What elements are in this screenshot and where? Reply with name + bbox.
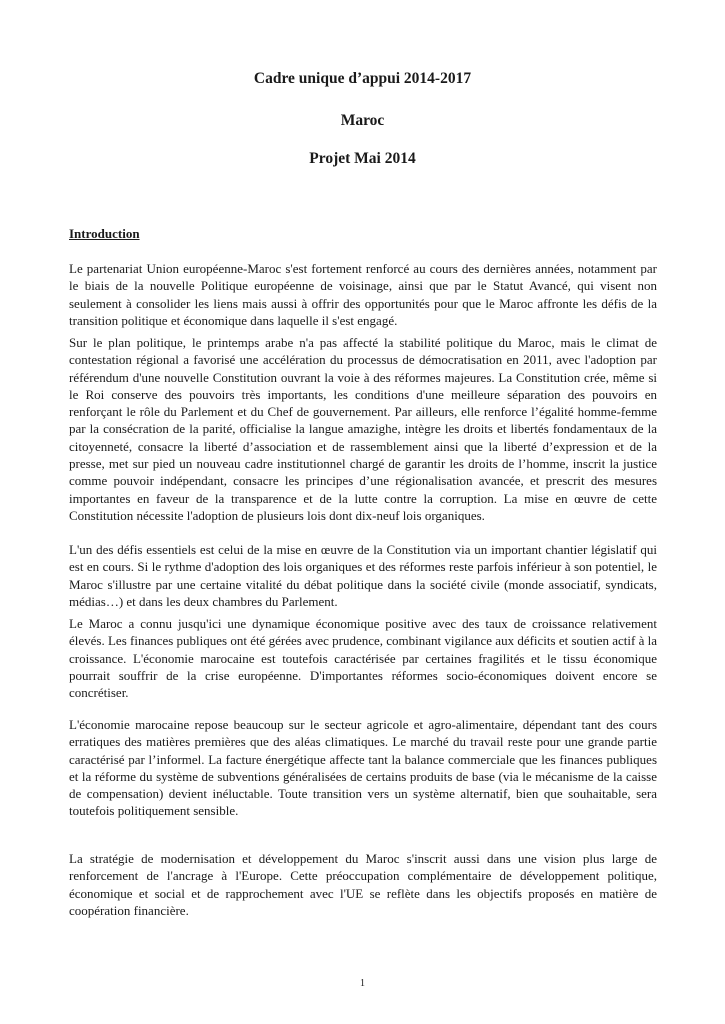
section-heading-introduction: Introduction — [69, 226, 140, 241]
paragraph: L'un des défis essentiels est celui de la mise en œuvre de la Constitution via un important chantier législatif qui est en cours. Si le rythme d'adoption des lois organiques et des réformes reste parfois inférieur à son potentiel, le Maroc s'illustre par une certaine vitalité du débat politique dans la société civile (monde associatif, syndicats, médias…) et dans les deux chambres du Parlement. — [69, 542, 657, 609]
paragraph: Sur le plan politique, le printemps arabe n'a pas affecté la stabilité politique du Maroc, mais le climat de contestation régional a favorisé une accélération du processus de démocratisation en 2011, avec l'adoption par référendum d'une nouvelle Constitution ouvrant la voie à des réformes majeures. La Constitution crée, même si le Roi conserve des pouvoirs très importants, les conditions d'une meilleure séparation des pouvoirs en renforçant le rôle du Parlement et du Chef de gouvernement. Par ailleurs, elle renforce l’égalité homme-femme par la consécration de la parité, officialise la langue amazighe, intègre les droits et libertés fondamentaux de la citoyenneté, consacre la liberté d’association et de rassemblement ainsi que la liberté d’expression et de la presse, met sur pied un nouveau cadre institutionnel chargé de garantir les droits de l’homme, inscrit la justice comme pouvoir indépendant, consacre les principes d’une régionalisation avancée, et prescrit des mesures importantes en faveur de la transparence et de la lutte contre la corruption. La mise en œuvre de cette Constitution nécessite l'adoption de plusieurs lois dont dix-neuf lois organiques. — [69, 335, 657, 523]
page-number: 1 — [360, 978, 365, 989]
document-title: Cadre unique d’appui 2014-2017 — [253, 70, 472, 87]
paragraph: La stratégie de modernisation et développement du Maroc s'inscrit aussi dans une vision plus large de renforcement de l'ancrage à l'Europe. Cette préoccupation complémentaire de développement politique, économique et social et de rapprochement avec l'UE se reflète dans les objectifs proposés en matière de coopération financière. — [69, 851, 657, 918]
document-draft-date: Projet Mai 2014 — [309, 150, 416, 167]
paragraph: Le Maroc a connu jusqu'ici une dynamique économique positive avec des taux de croissance relativement élevés. Les finances publiques ont été gérées avec prudence, combinant vigilance aux déficits et soutien actif à la croissance. L'économie marocaine est toutefois caractérisée par certaines fragilités et le tissu économique pourrait souffrir de la crise européenne. D'importantes réformes socio-économiques doivent encore se concrétiser. — [69, 616, 658, 701]
paragraph: L'économie marocaine repose beaucoup sur le secteur agricole et agro-alimentaire, dépendant tant des cours erratiques des matières premières que des aléas climatiques. Le marché du travail reste pour une grande partie caractérisé par l’informel. La facture énergétique affecte tant la balance commerciale que les finances publiques et la réforme du système de subventions généralisées de certains produits de base (via le mécanisme de la caisse de compensation) devient inéluctable. Toute transition vers un système alternatif, bien que souhaitable, sera toutefois politiquement sensible. — [69, 717, 657, 819]
document-country: Maroc — [340, 112, 385, 129]
paragraph: Le partenariat Union européenne-Maroc s'est fortement renforcé au cours des dernières années, notamment par le biais de la nouvelle Politique européenne de voisinage, ainsi que par le Statut Avancé, qui visent non seulement à consolider les liens mais aussi à offrir des opportunités pour que le Maroc affronte les défis de la transition politique et économique dans laquelle il s'est engagé. — [69, 261, 657, 328]
